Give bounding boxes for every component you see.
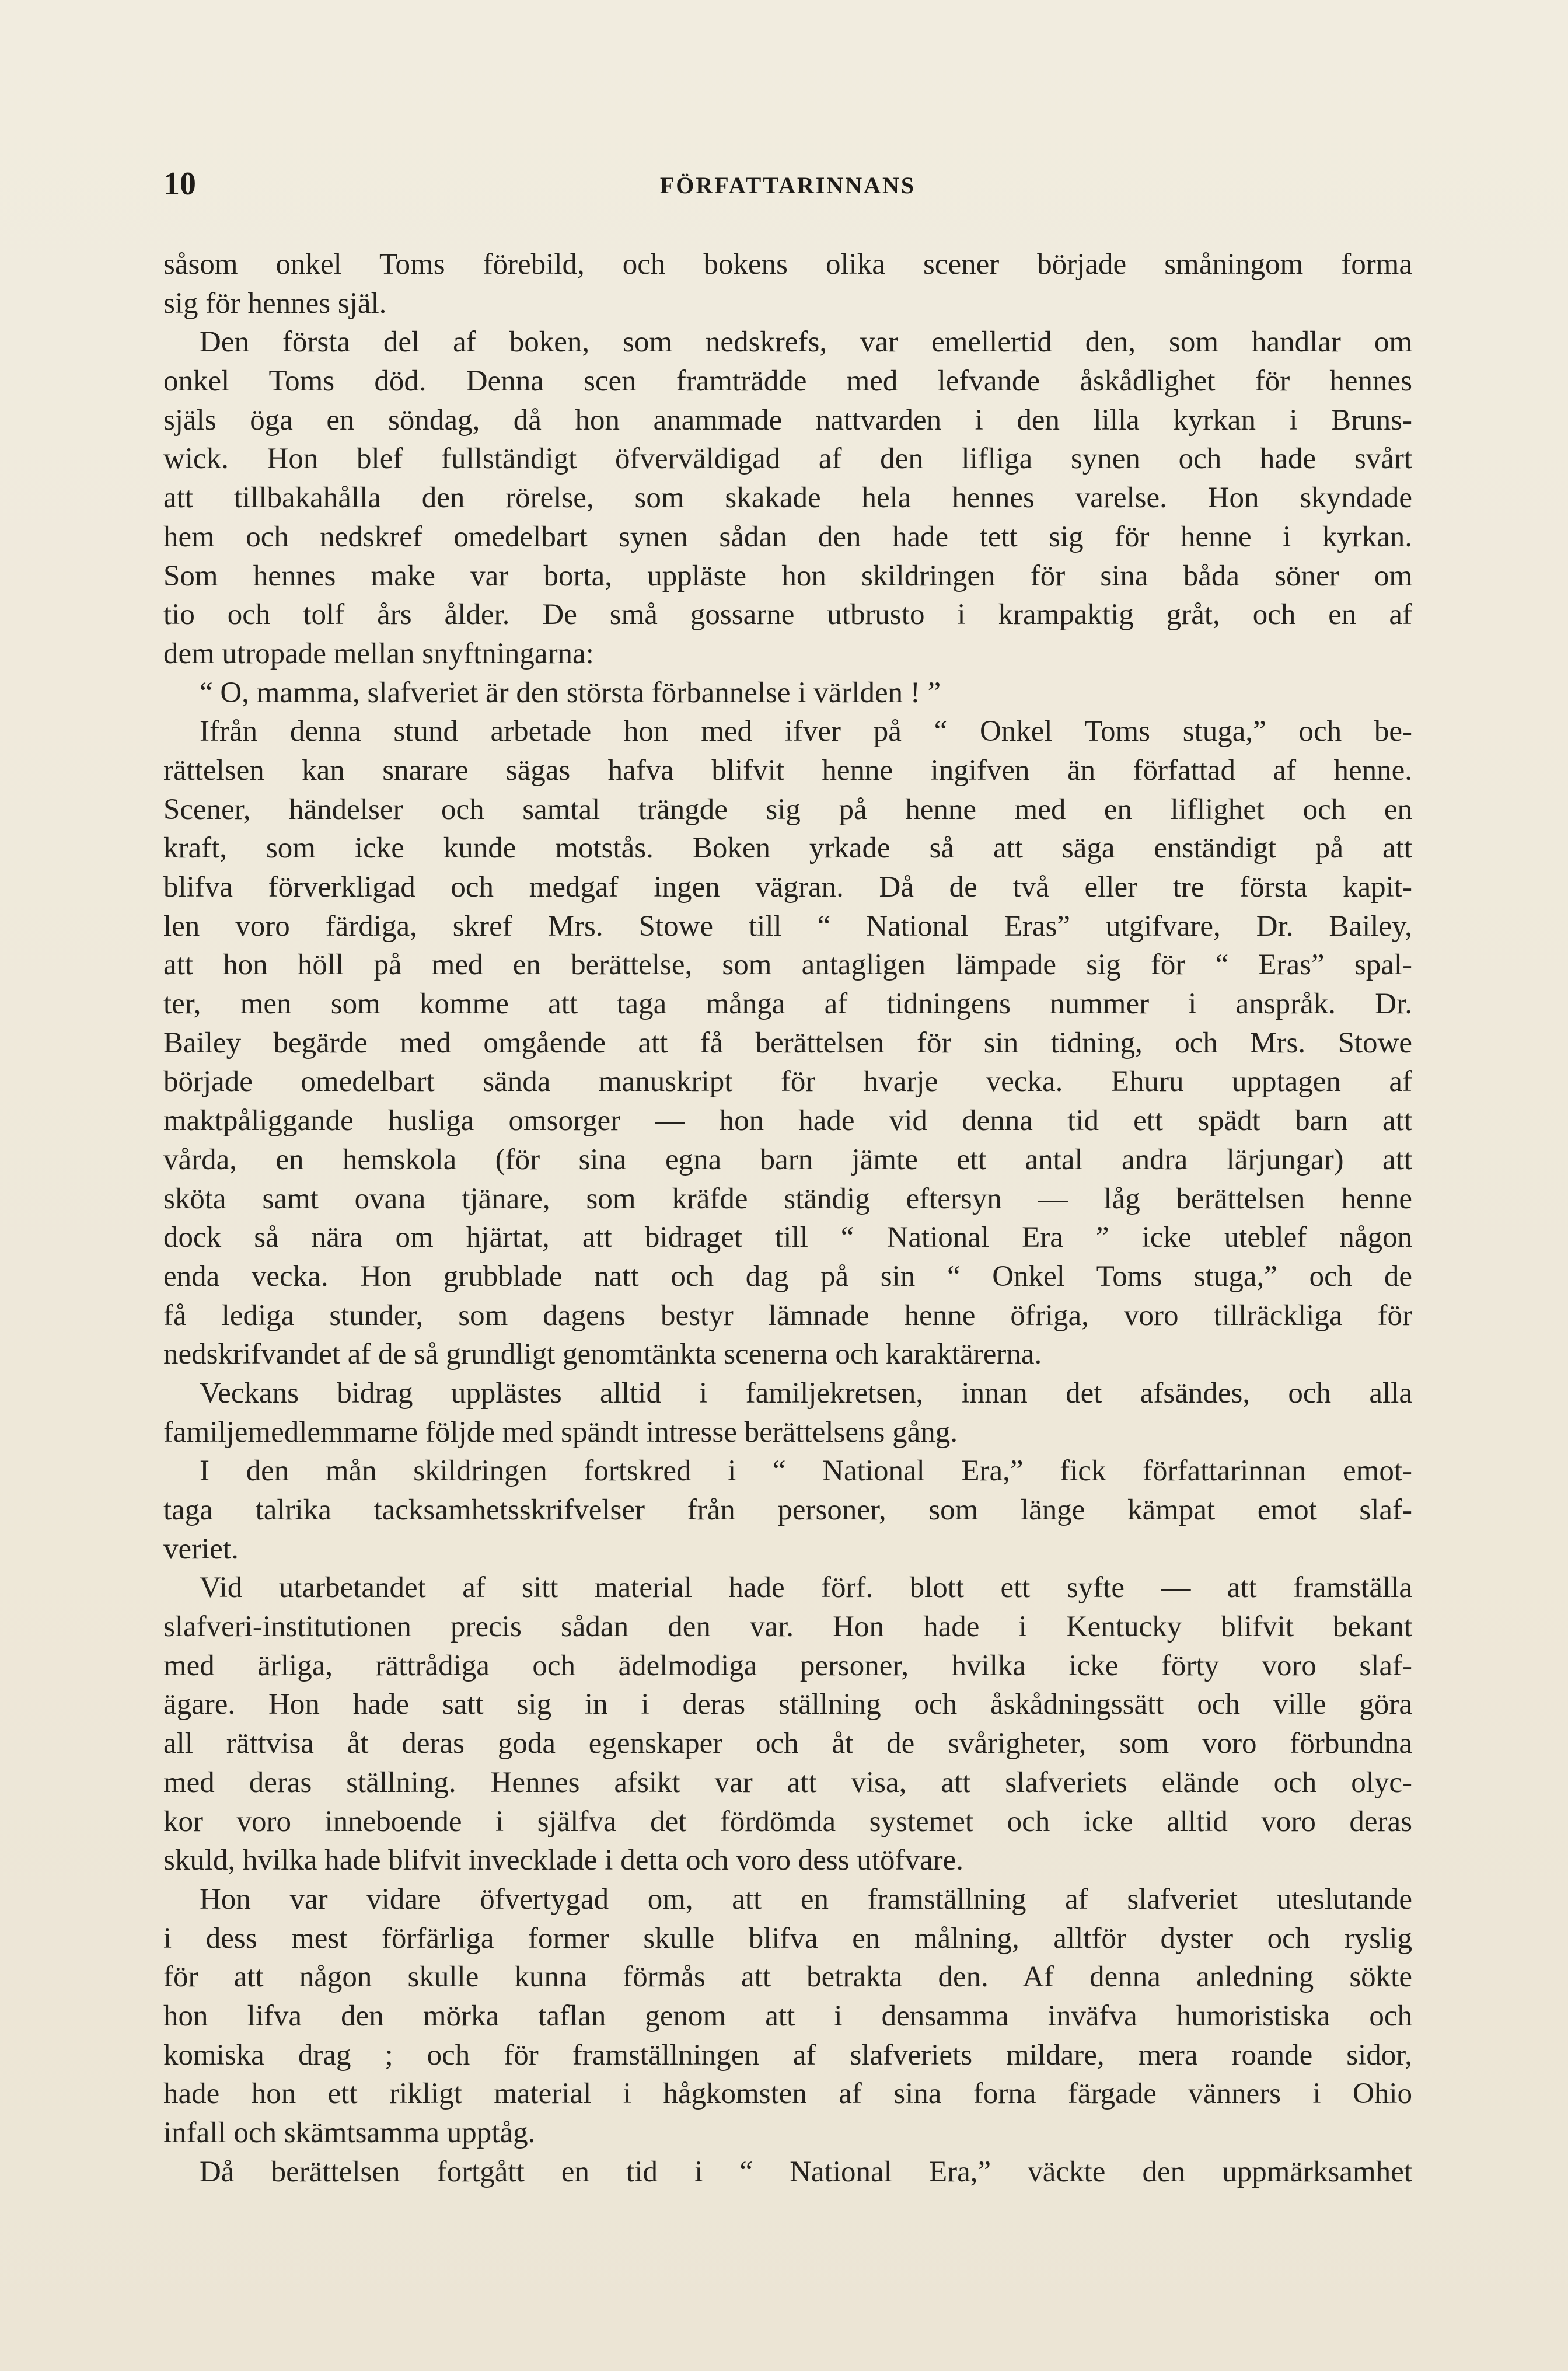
text-line: började omedelbart sända manuskript för hvarje vecka. Ehuru upptagen af	[163, 1065, 1412, 1099]
text-line: ter, men som komme att taga många af tidningens nummer i anspråk. Dr.	[163, 988, 1412, 1021]
running-head: FÖRFATTARINNANS	[659, 172, 916, 198]
text-line: komiska drag ; och för framställningen af slafveriets mildare, mera roande sidor,	[163, 2038, 1412, 2072]
text-line: onkel Toms död. Denna scen framträdde med lefvande åskådlighet för hennes	[163, 365, 1412, 398]
text-line: wick. Hon blef fullständigt öfverväldigad af den lifliga synen och hade svårt	[163, 442, 1412, 476]
text-line: len voro färdiga, skref Mrs. Stowe till “ National Eras” utgifvare, Dr. Bailey,	[163, 909, 1412, 943]
text-line: Då berättelsen fortgått en tid i “ National Era,” väckte den uppmärksamhet	[200, 2155, 1412, 2188]
text-line: taga talrika tacksamhetsskrifvelser från personer, som länge kämpat emot slaf-	[163, 1494, 1412, 1526]
text-line: för att någon skulle kunna förmås att betrakta den. Af denna anledning sökte	[163, 1961, 1412, 1994]
text-line: veriet.	[163, 1532, 239, 1565]
text-line: Ifrån denna stund arbetade hon med ifver på “ Onkel Toms stuga,” och be-	[200, 715, 1412, 748]
text-line: dock så nära om hjärtat, att bidraget till “ National Era ” icke uteblef någon	[163, 1221, 1412, 1254]
text-line: ägare. Hon hade satt sig in i deras ställning och åskådningssätt och ville göra	[163, 1688, 1412, 1721]
text-line: blifva förverkligad och medgaf ingen vägran. Då de två eller tre första kapit-	[163, 871, 1412, 904]
text-line: att hon höll på med en berättelse, som antagligen lämpade sig för “ Eras” spal-	[163, 949, 1412, 982]
text-line: Den första del af boken, som nedskrefs, var emellertid den, som handlar om	[200, 326, 1412, 359]
text-line: få lediga stunder, som dagens bestyr lämnade henne öfriga, voro tillräckliga för	[163, 1299, 1412, 1332]
text-line: Bailey begärde med omgående att få berättelsen för sin tidning, och Mrs. Stowe	[163, 1026, 1412, 1059]
text-line: kor voro inneboende i själfva det fördömda systemet och icke alltid voro deras	[163, 1805, 1412, 1838]
text-line: vårda, en hemskola (för sina egna barn jämte ett antal andra lärjungar) att	[163, 1143, 1412, 1176]
text-line: Hon var vidare öfvertygad om, att en framställning af slafveriet uteslutande	[200, 1882, 1412, 1916]
text-line: hade hon ett rikligt material i hågkomsten af sina forna färgade vänners i Ohio	[163, 2077, 1412, 2111]
text-line: Vid utarbetandet af sitt material hade förf. blott ett syfte — att framställa	[200, 1571, 1412, 1605]
body-text	[163, 245, 1412, 2191]
text-line: hon lifva den mörka taflan genom att i densamma inväfva humoristiska och	[163, 1999, 1412, 2032]
text-line: att tillbakahålla den rörelse, som skakade hela hennes varelse. Hon skyndade	[163, 482, 1412, 515]
text-line: enda vecka. Hon grubblade natt och dag på sin “ Onkel Toms stuga,” och de	[163, 1260, 1412, 1293]
text-line: Veckans bidrag upplästes alltid i familjekretsen, innan det afsändes, och alla	[200, 1376, 1412, 1410]
text-line: sköta samt ovana tjänare, som kräfde ständig eftersyn — låg berättelsen henne	[163, 1182, 1412, 1215]
text-line: nedskrifvandet af de så grundligt genomtänkta scenerna och karaktärerna.	[163, 1338, 1042, 1371]
text-line: skuld, hvilka hade blifvit invecklade i detta och voro dess utöfvare.	[163, 1844, 963, 1877]
text-line: all rättvisa åt deras goda egenskaper och åt de svårigheter, som voro förbundna	[163, 1727, 1412, 1760]
text-line: Scener, händelser och samtal trängde sig på henne med en liflighet och en	[163, 793, 1412, 826]
text-line: tio och tolf års ålder. De små gossarne utbrusto i krampaktig gråt, och en af	[163, 598, 1412, 632]
text-line: med deras ställning. Hennes afsikt var att visa, att slafveriets elände och olyc-	[163, 1766, 1412, 1799]
page-number: 10	[163, 166, 196, 202]
text-line: med ärliga, rättrådiga och ädelmodiga personer, hvilka icke förty voro slaf-	[163, 1649, 1412, 1682]
text-line: maktpåliggande husliga omsorger — hon hade vid denna tid ett spädt barn att	[163, 1104, 1412, 1138]
text-line: slafveri-institutionen precis sådan den var. Hon hade i Kentucky blifvit bekant	[163, 1610, 1412, 1644]
text-line: infall och skämtsamma upptåg.	[163, 2117, 536, 2149]
text-line: familjemedlemmarne följde med spändt intresse berättelsens gång.	[163, 1415, 958, 1449]
text-line: dem utropade mellan snyftningarna:	[163, 637, 594, 670]
text-line: kraft, som icke kunde motstås. Boken yrkade så att säga enständigt på att	[163, 832, 1412, 865]
text-line: såsom onkel Toms förebild, och bokens olika scener började småningom forma	[163, 248, 1412, 281]
text-line: “ O, mamma, slafveriet är den största förbannelse i världen ! ”	[200, 676, 941, 709]
text-line: sig för hennes själ.	[163, 287, 387, 320]
text-line: hem och nedskref omedelbart synen sådan den hade tett sig för henne i kyrkan.	[163, 520, 1412, 553]
text-line: i dess mest förfärliga former skulle blifva en målning, alltför dyster och ryslig	[163, 1922, 1412, 1955]
text-line: I den mån skildringen fortskred i “ National Era,” fick författarinnan emot-	[200, 1455, 1412, 1488]
text-line: Som hennes make var borta, uppläste hon skildringen för sina båda söner om	[163, 559, 1412, 592]
page-header	[163, 163, 1412, 204]
text-line: rättelsen kan snarare sägas hafva blifvit henne ingifven än författad af henne.	[163, 754, 1412, 787]
text-line: själs öga en söndag, då hon anammade nattvarden i den lilla kyrkan i Bruns-	[163, 403, 1412, 437]
